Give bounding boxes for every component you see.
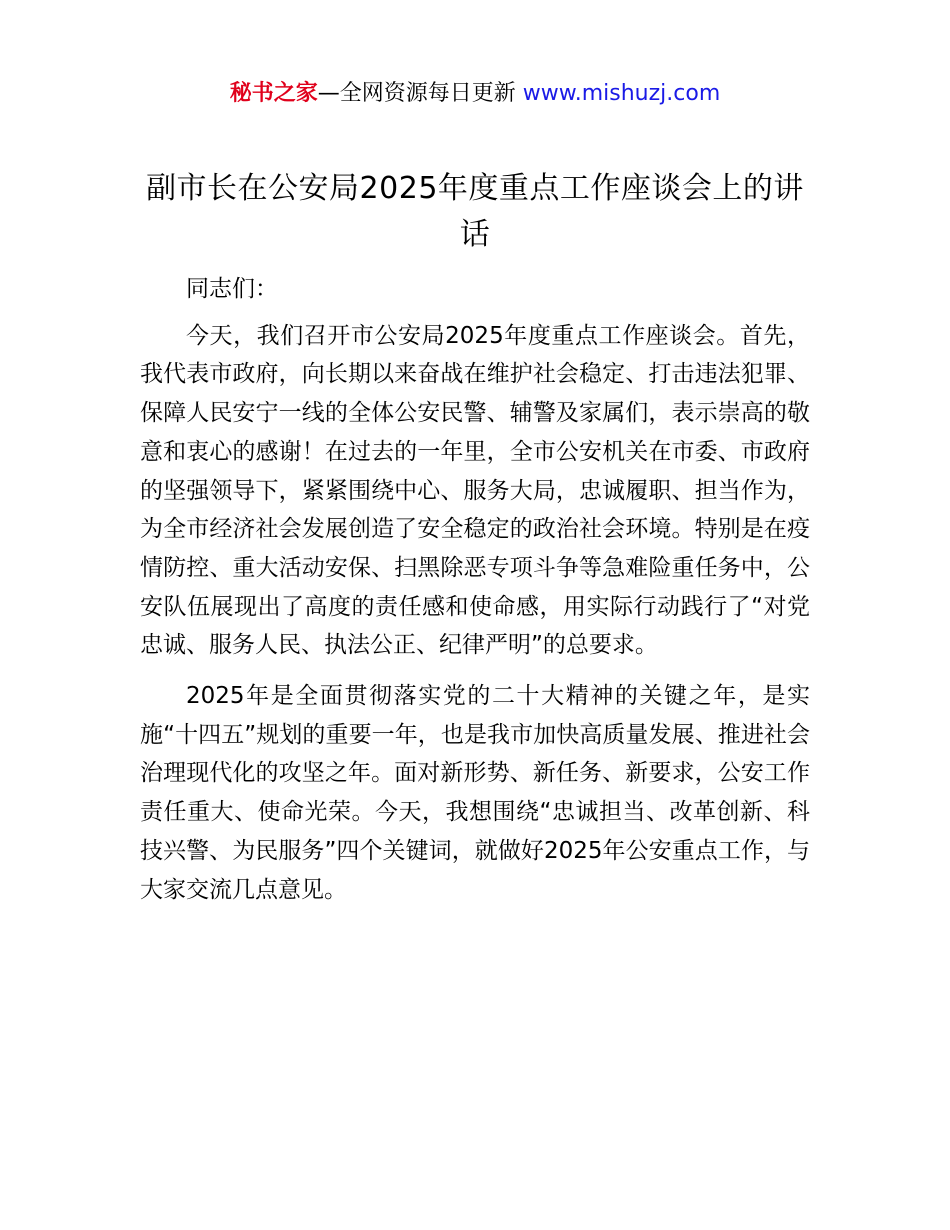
site-url-link[interactable]: www.mishuzj.com (522, 81, 721, 106)
salutation: 同志们： (186, 276, 278, 302)
site-header (0, 78, 950, 110)
paragraph-2: 2025年是全面贯彻落实党的二十大精神的关键之年，是实施“十四五”规划的重要一年，也是我市加快高质量发展、推进社会治理现代化的攻坚之年。面对新形势、新任务、新要求，公安工作责任重大、使命光荣。今天，我想围绕“忠诚担当、改革创新、科技兴警、为民服务”四个关键词，就做好2025年公安重点工作，与大家交流几点意见。 (140, 683, 810, 903)
brand-name: 秘书之家 (229, 81, 318, 106)
header-tagline: —全网资源每日更新 (317, 81, 516, 106)
paragraph-1: 今天，我们召开市公安局2025年度重点工作座谈会。首先，我代表市政府，向长期以来奋战在维护社会稳定、打击违法犯罪、保障人民安宁一线的全体公安民警、辅警及家属们，表示崇高的敬意和衷心的感谢！在过去的一年里，全市公安机关在市委、市政府的坚强领导下，紧紧围绕中心、服务大局，忠诚履职、担当作为，为全市经济社会发展创造了安全稳定的政治社会环境。特别是在疫情防控、重大活动安保、扫黑除恶专项斗争等急难险重任务中，公安队伍展现出了高度的责任感和使命感，用实际行动践行了“对党忠诚、服务人民、执法公正、纪律严明”的总要求。 (140, 322, 810, 659)
document-title: 副市长在公安局2025年度重点工作座谈会上的讲话 (146, 171, 804, 252)
document-body (140, 270, 810, 921)
